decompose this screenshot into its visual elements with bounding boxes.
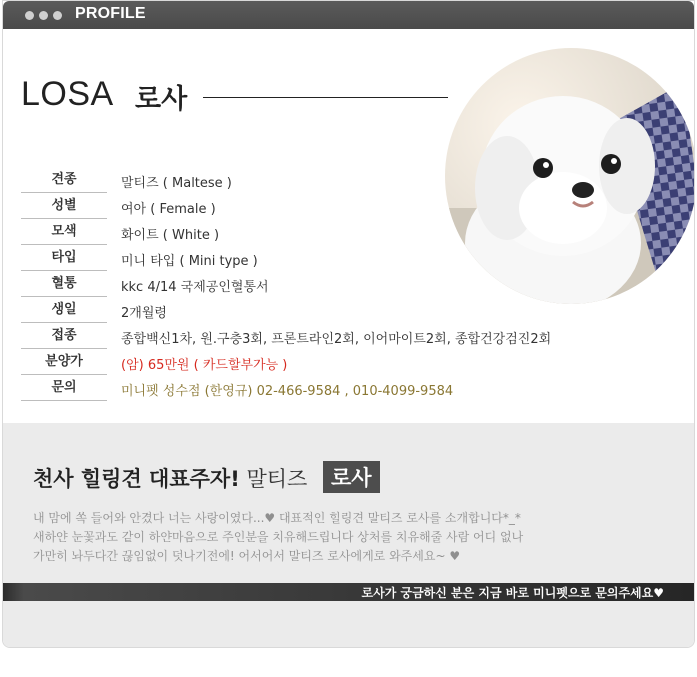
promo-line: 가만히 놔두다간 끊임없이 덧나기전에! 어서어서 말티즈 로사에게로 와주세요~ ♥ <box>33 549 461 563</box>
dot-icon <box>39 11 48 20</box>
info-value: 종합백신1차, 원.구충3회, 프론트라인2회, 이어마이트2회, 종합건강검진2회 <box>121 332 552 347</box>
profile-name-en: LOSA <box>21 75 114 113</box>
promo-name-chip: 로사 <box>323 461 380 493</box>
info-label: 혈통 <box>21 273 107 297</box>
info-value: 2개월령 <box>121 306 167 321</box>
promo-line: 새하얀 눈꽃과도 같이 하얀마음으로 주인분을 치유해드립니다 상처를 치유해줄 사람 어디 없나 <box>33 530 524 544</box>
promo-line: 내 맘에 쏙 들어와 안겼다 너는 사랑이였다...♥ 대표적인 힐링견 말티즈 로사를 소개합니다*_* <box>33 511 521 525</box>
info-row-vaccination <box>21 325 661 351</box>
promo-title <box>33 463 372 493</box>
info-value: 화이트 ( White ) <box>121 228 220 243</box>
info-label: 문의 <box>21 377 107 401</box>
info-table <box>21 169 661 403</box>
info-label: 접종 <box>21 325 107 349</box>
promo-title-strong: 천사 힐링견 대표주자! <box>33 467 240 491</box>
window-dots <box>25 11 62 20</box>
price-value: (암) 65만원 ( 카드할부가능 ) <box>121 358 288 373</box>
cta-banner[interactable] <box>3 583 694 601</box>
info-label: 생일 <box>21 299 107 323</box>
contact-value[interactable]: 미니펫 성수점 (한영규) 02-466-9584 , 010-4099-9584 <box>121 384 454 399</box>
info-row-sex <box>21 195 661 221</box>
header-title: PROFILE <box>75 5 146 22</box>
info-row-breed <box>21 169 661 195</box>
info-label: 타입 <box>21 247 107 271</box>
title-divider <box>203 97 448 98</box>
info-label: 모색 <box>21 221 107 245</box>
info-row-birth <box>21 299 661 325</box>
promo-description <box>33 509 633 566</box>
cta-text[interactable]: 로사가 궁금하신 분은 지금 바로 미니펫으로 문의주세요♥ <box>361 586 664 600</box>
info-row-price <box>21 351 661 377</box>
dot-icon <box>25 11 34 20</box>
info-row-contact <box>21 377 661 403</box>
info-value: kkc 4/14 국제공인혈통서 <box>121 280 269 295</box>
info-row-color <box>21 221 661 247</box>
info-value: 말티즈 ( Maltese ) <box>121 176 232 191</box>
info-label: 분양가 <box>21 351 107 375</box>
info-value: 여아 ( Female ) <box>121 202 216 217</box>
info-label: 견종 <box>21 169 107 193</box>
promo-section <box>3 423 694 648</box>
info-value: 미니 타입 ( Mini type ) <box>121 254 258 269</box>
info-row-type <box>21 247 661 273</box>
profile-name-ko: 로사 <box>135 84 188 115</box>
header-bar <box>3 1 694 29</box>
info-row-pedigree <box>21 273 661 299</box>
promo-title-light: 말티즈 <box>246 467 308 491</box>
profile-card <box>2 0 695 648</box>
info-label: 성별 <box>21 195 107 219</box>
dot-icon <box>53 11 62 20</box>
